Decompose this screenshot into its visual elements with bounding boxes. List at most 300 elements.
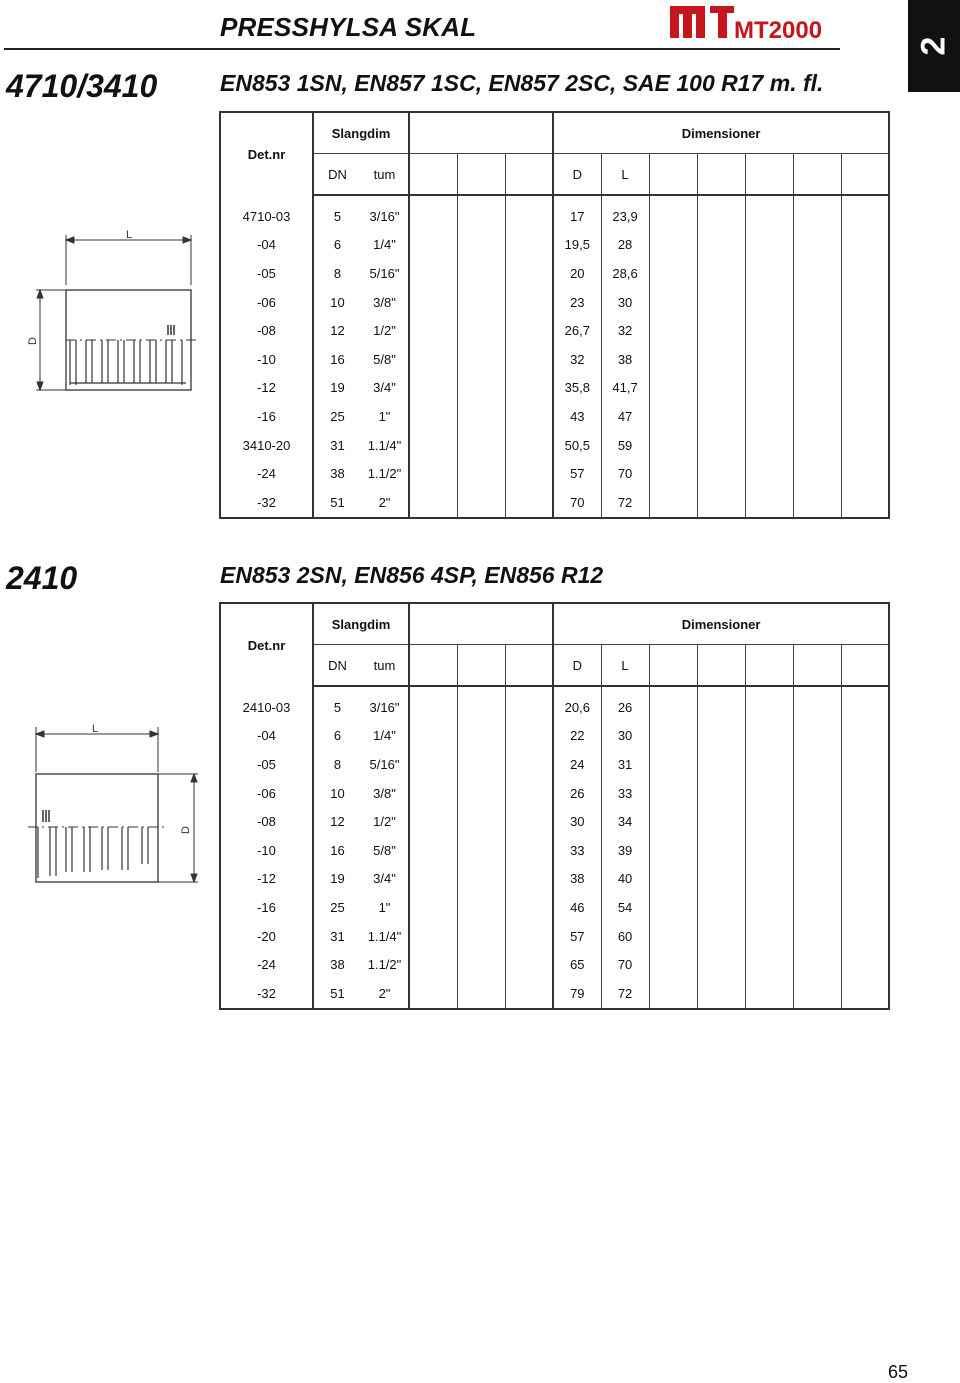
section1-standards: EN853 1SN, EN857 1SC, EN857 2SC, SAE 100 R17 m. fl. xyxy=(220,70,824,96)
blank-cell xyxy=(841,202,889,231)
d-cell: 35,8 xyxy=(553,374,601,403)
page-title: PRESSHYLSA SKAL xyxy=(220,12,477,42)
section-tab-number: 2 xyxy=(914,36,953,56)
blank-cell xyxy=(505,893,553,922)
blank-cell xyxy=(841,750,889,779)
col-d-header: D xyxy=(553,154,601,196)
blank-cell xyxy=(793,865,841,894)
blank-cell xyxy=(409,722,457,751)
tum-cell: 3/16" xyxy=(369,208,400,224)
blank-cell xyxy=(409,488,457,518)
d-cell: 17 xyxy=(553,202,601,231)
l-cell: 72 xyxy=(601,979,649,1009)
blank-cell xyxy=(649,488,697,518)
blank-cell xyxy=(697,459,745,488)
blank-cell xyxy=(697,693,745,722)
blank-cell xyxy=(649,722,697,751)
table-row xyxy=(220,316,889,345)
tum-cell: 5/16" xyxy=(369,265,400,281)
blank-header-cell xyxy=(745,645,793,687)
group-dims-header: Dimensioner xyxy=(553,603,889,645)
l-cell: 47 xyxy=(601,402,649,431)
blank-cell xyxy=(841,231,889,260)
blank-cell xyxy=(745,316,793,345)
table-row xyxy=(220,979,889,1009)
group-hose-header: Slangdim xyxy=(313,603,409,645)
blank-cell xyxy=(697,288,745,317)
blank-cell xyxy=(409,374,457,403)
section2-table-body xyxy=(220,693,889,1009)
blank-cell xyxy=(697,345,745,374)
d-cell: 19,5 xyxy=(553,231,601,260)
tum-cell: 3/8" xyxy=(373,785,396,801)
table-row xyxy=(220,750,889,779)
blank-cell xyxy=(457,288,505,317)
blank-cell xyxy=(505,922,553,951)
mt2000-logo xyxy=(668,2,840,46)
d-cell: 30 xyxy=(553,807,601,836)
blank-cell xyxy=(409,950,457,979)
l-cell: 28,6 xyxy=(601,259,649,288)
blank-cell xyxy=(745,288,793,317)
blank-cell xyxy=(793,922,841,951)
blank-cell xyxy=(793,750,841,779)
blank-cell xyxy=(409,231,457,260)
blank-cell xyxy=(697,922,745,951)
det-nr-cell: -24 xyxy=(257,466,276,482)
det-nr-cell: -05 xyxy=(257,265,276,281)
blank-cell xyxy=(505,979,553,1009)
det-nr-cell: 2410-03 xyxy=(242,699,291,715)
blank-cell xyxy=(409,750,457,779)
blank-header-cell xyxy=(409,645,457,687)
blank-cell xyxy=(841,459,889,488)
det-nr-cell: -08 xyxy=(257,814,276,830)
dn-cell: 31 xyxy=(313,922,361,951)
blank-header-cell xyxy=(409,154,457,196)
dn-cell: 10 xyxy=(313,779,361,808)
blank-header-cell xyxy=(697,154,745,196)
blank-cell xyxy=(841,922,889,951)
group-hose-header: Slangdim xyxy=(313,112,409,154)
l-cell: 39 xyxy=(601,836,649,865)
blank-cell xyxy=(745,345,793,374)
d-cell: 57 xyxy=(553,922,601,951)
blank-cell xyxy=(649,345,697,374)
blank-cell xyxy=(841,979,889,1009)
blank-cell xyxy=(649,807,697,836)
dn-cell: 12 xyxy=(313,807,361,836)
blank-cell xyxy=(793,893,841,922)
l-cell: 70 xyxy=(601,950,649,979)
table-row xyxy=(220,836,889,865)
blank-cell xyxy=(649,779,697,808)
dn-cell: 19 xyxy=(313,374,361,403)
blank-cell xyxy=(505,693,553,722)
d-cell: 22 xyxy=(553,722,601,751)
blank-cell xyxy=(841,431,889,460)
blank-cell xyxy=(505,231,553,260)
blank-cell xyxy=(457,345,505,374)
dn-cell: 16 xyxy=(313,836,361,865)
table-row xyxy=(220,374,889,403)
blank-cell xyxy=(649,431,697,460)
blank-cell xyxy=(505,431,553,460)
blank-cell xyxy=(649,459,697,488)
section1-code: 4710/3410 xyxy=(6,68,158,104)
tum-cell: 2" xyxy=(378,494,391,510)
dn-cell: 5 xyxy=(313,693,361,722)
det-nr-cell: -32 xyxy=(257,494,276,510)
blank-cell xyxy=(745,374,793,403)
l-cell: 28 xyxy=(601,231,649,260)
l-cell: 30 xyxy=(601,288,649,317)
blank-cell xyxy=(409,431,457,460)
dn-cell: 8 xyxy=(313,259,361,288)
d-cell: 23 xyxy=(553,288,601,317)
blank-cell xyxy=(745,807,793,836)
l-cell: 34 xyxy=(601,807,649,836)
blank-header-cell xyxy=(793,154,841,196)
d-cell: 20 xyxy=(553,259,601,288)
blank-cell xyxy=(745,836,793,865)
d-cell: 57 xyxy=(553,459,601,488)
blank-cell xyxy=(505,459,553,488)
blank-cell xyxy=(649,836,697,865)
blank-cell xyxy=(793,950,841,979)
blank-cell xyxy=(841,836,889,865)
blank-cell xyxy=(745,231,793,260)
dn-cell: 38 xyxy=(313,950,361,979)
blank-cell xyxy=(457,459,505,488)
blank-cell xyxy=(745,202,793,231)
table-row xyxy=(220,288,889,317)
det-nr-cell: -32 xyxy=(257,985,276,1001)
blank-cell xyxy=(745,865,793,894)
blank-header-cell xyxy=(457,154,505,196)
blank-cell xyxy=(505,488,553,518)
blank-cell xyxy=(649,402,697,431)
tum-cell: 5/8" xyxy=(373,842,396,858)
l-cell: 59 xyxy=(601,431,649,460)
blank-cell xyxy=(649,259,697,288)
tum-cell: 1" xyxy=(378,899,391,915)
col-tum-header: tum xyxy=(361,645,409,687)
blank-cell xyxy=(457,922,505,951)
blank-cell xyxy=(793,431,841,460)
blank-cell xyxy=(697,316,745,345)
table-row xyxy=(220,779,889,808)
blank-cell xyxy=(457,722,505,751)
dn-cell: 19 xyxy=(313,865,361,894)
blank-cell xyxy=(793,693,841,722)
table-row xyxy=(220,488,889,518)
blank-header-cell xyxy=(793,645,841,687)
blank-cell xyxy=(697,374,745,403)
blank-cell xyxy=(649,288,697,317)
blank-cell xyxy=(457,316,505,345)
det-nr-cell: -10 xyxy=(257,351,276,367)
tum-cell: 3/8" xyxy=(373,294,396,310)
blank-cell xyxy=(841,316,889,345)
table-row xyxy=(220,865,889,894)
det-nr-cell: 3410-20 xyxy=(242,437,291,453)
d-cell: 26 xyxy=(553,779,601,808)
blank-cell xyxy=(409,345,457,374)
blank-header-cell xyxy=(505,645,553,687)
col-tum-header: tum xyxy=(361,154,409,196)
blank-cell xyxy=(457,202,505,231)
table-row xyxy=(220,807,889,836)
blank-cell xyxy=(745,779,793,808)
blank-cell xyxy=(457,488,505,518)
blank-header-cell xyxy=(649,645,697,687)
d-cell: 50,5 xyxy=(553,431,601,460)
section-tab xyxy=(908,0,960,92)
d-cell: 24 xyxy=(553,750,601,779)
blank-cell xyxy=(505,750,553,779)
dn-cell: 31 xyxy=(313,431,361,460)
table-row xyxy=(220,259,889,288)
table-row xyxy=(220,402,889,431)
dn-cell: 5 xyxy=(313,202,361,231)
l-cell: 72 xyxy=(601,488,649,518)
blank-cell xyxy=(841,950,889,979)
tum-cell: 1.1/2" xyxy=(367,957,402,973)
blank-cell xyxy=(409,865,457,894)
blank-cell xyxy=(697,259,745,288)
dn-cell: 51 xyxy=(313,488,361,518)
blank-cell xyxy=(457,893,505,922)
blank-cell xyxy=(505,722,553,751)
blank-cell xyxy=(409,316,457,345)
group-dims-header: Dimensioner xyxy=(553,112,889,154)
hose-spare-header xyxy=(409,112,553,154)
blank-cell xyxy=(457,750,505,779)
blank-cell xyxy=(841,722,889,751)
blank-cell xyxy=(697,779,745,808)
blank-cell xyxy=(793,202,841,231)
tum-cell: 2" xyxy=(378,985,391,1001)
tum-cell: 1.1/4" xyxy=(367,928,402,944)
d-cell: 32 xyxy=(553,345,601,374)
d-cell: 43 xyxy=(553,402,601,431)
logo-text: MT2000 xyxy=(734,17,823,44)
section2-table xyxy=(219,602,890,1010)
det-nr-cell: 4710-03 xyxy=(242,208,291,224)
blank-cell xyxy=(505,316,553,345)
blank-cell xyxy=(793,979,841,1009)
blank-cell xyxy=(697,231,745,260)
blank-cell xyxy=(649,693,697,722)
section1-diameter-label: D xyxy=(27,337,39,345)
tum-cell: 1/2" xyxy=(373,814,396,830)
blank-cell xyxy=(745,693,793,722)
table-row xyxy=(220,202,889,231)
blank-cell xyxy=(793,231,841,260)
blank-cell xyxy=(793,488,841,518)
det-nr-cell: -06 xyxy=(257,294,276,310)
det-nr-cell: -16 xyxy=(257,899,276,915)
dn-cell: 8 xyxy=(313,750,361,779)
tum-cell: 1/4" xyxy=(373,237,396,253)
blank-cell xyxy=(697,979,745,1009)
l-cell: 32 xyxy=(601,316,649,345)
blank-cell xyxy=(649,374,697,403)
table-row xyxy=(220,722,889,751)
blank-cell xyxy=(697,950,745,979)
blank-cell xyxy=(457,693,505,722)
dn-cell: 12 xyxy=(313,316,361,345)
blank-cell xyxy=(745,950,793,979)
tum-cell: 3/16" xyxy=(369,699,400,715)
blank-cell xyxy=(409,836,457,865)
col-det-header: Det.nr xyxy=(247,146,286,162)
blank-header-cell xyxy=(649,154,697,196)
tum-cell: 1" xyxy=(378,408,391,424)
det-nr-cell: -10 xyxy=(257,842,276,858)
l-cell: 31 xyxy=(601,750,649,779)
tum-cell: 5/8" xyxy=(373,351,396,367)
hose-spare-header xyxy=(409,603,553,645)
section1-fitting-drawing xyxy=(26,225,216,405)
table-row xyxy=(220,459,889,488)
d-cell: 26,7 xyxy=(553,316,601,345)
tum-cell: 1/2" xyxy=(373,323,396,339)
blank-cell xyxy=(505,807,553,836)
blank-cell xyxy=(409,459,457,488)
blank-cell xyxy=(409,288,457,317)
blank-cell xyxy=(697,202,745,231)
blank-cell xyxy=(649,950,697,979)
blank-cell xyxy=(409,979,457,1009)
blank-cell xyxy=(409,807,457,836)
blank-cell xyxy=(505,259,553,288)
blank-cell xyxy=(457,259,505,288)
tum-cell: 5/16" xyxy=(369,756,400,772)
d-cell: 33 xyxy=(553,836,601,865)
blank-cell xyxy=(697,402,745,431)
blank-header-cell xyxy=(841,154,889,196)
blank-cell xyxy=(745,722,793,751)
table-row xyxy=(220,950,889,979)
blank-header-cell xyxy=(697,645,745,687)
blank-cell xyxy=(505,950,553,979)
d-cell: 65 xyxy=(553,950,601,979)
det-nr-cell: -05 xyxy=(257,756,276,772)
dn-cell: 16 xyxy=(313,345,361,374)
tum-cell: 1.1/4" xyxy=(367,437,402,453)
blank-cell xyxy=(457,431,505,460)
blank-cell xyxy=(793,459,841,488)
l-cell: 60 xyxy=(601,922,649,951)
col-l-header: L xyxy=(601,645,649,687)
blank-cell xyxy=(409,922,457,951)
blank-cell xyxy=(505,374,553,403)
blank-cell xyxy=(505,865,553,894)
blank-cell xyxy=(841,865,889,894)
blank-cell xyxy=(697,488,745,518)
dn-cell: 25 xyxy=(313,893,361,922)
blank-cell xyxy=(841,259,889,288)
dn-cell: 25 xyxy=(313,402,361,431)
l-cell: 38 xyxy=(601,345,649,374)
dn-cell: 6 xyxy=(313,231,361,260)
blank-cell xyxy=(505,202,553,231)
d-cell: 38 xyxy=(553,865,601,894)
blank-cell xyxy=(649,865,697,894)
blank-cell xyxy=(409,259,457,288)
blank-cell xyxy=(841,402,889,431)
det-nr-cell: -20 xyxy=(257,928,276,944)
blank-cell xyxy=(649,922,697,951)
table-row xyxy=(220,431,889,460)
d-cell: 70 xyxy=(553,488,601,518)
col-dn-header: DN xyxy=(313,645,361,687)
blank-cell xyxy=(745,488,793,518)
det-nr-cell: -08 xyxy=(257,323,276,339)
blank-cell xyxy=(457,979,505,1009)
blank-cell xyxy=(793,836,841,865)
blank-cell xyxy=(409,402,457,431)
section2-fitting-drawing xyxy=(26,712,216,892)
section2-length-label: L xyxy=(92,723,99,735)
blank-cell xyxy=(745,979,793,1009)
blank-cell xyxy=(841,374,889,403)
blank-cell xyxy=(409,202,457,231)
blank-cell xyxy=(745,402,793,431)
blank-cell xyxy=(649,202,697,231)
blank-header-cell xyxy=(505,154,553,196)
blank-cell xyxy=(745,459,793,488)
blank-cell xyxy=(649,979,697,1009)
section1-length-label: L xyxy=(126,229,133,241)
blank-cell xyxy=(841,893,889,922)
blank-cell xyxy=(697,865,745,894)
tum-cell: 3/4" xyxy=(373,871,396,887)
section2-code: 2410 xyxy=(6,560,78,596)
blank-cell xyxy=(649,316,697,345)
section2-diameter-label: D xyxy=(180,826,192,834)
blank-cell xyxy=(841,288,889,317)
l-cell: 54 xyxy=(601,893,649,922)
blank-header-cell xyxy=(457,645,505,687)
blank-cell xyxy=(745,893,793,922)
col-l-header: L xyxy=(601,154,649,196)
blank-cell xyxy=(409,893,457,922)
dn-cell: 10 xyxy=(313,288,361,317)
blank-cell xyxy=(793,807,841,836)
det-nr-cell: -12 xyxy=(257,380,276,396)
title-divider xyxy=(4,48,840,50)
blank-header-cell xyxy=(745,154,793,196)
blank-cell xyxy=(793,345,841,374)
d-cell: 46 xyxy=(553,893,601,922)
blank-cell xyxy=(505,779,553,808)
det-nr-cell: -06 xyxy=(257,785,276,801)
blank-cell xyxy=(457,374,505,403)
blank-cell xyxy=(505,402,553,431)
dn-cell: 38 xyxy=(313,459,361,488)
blank-cell xyxy=(649,893,697,922)
blank-cell xyxy=(697,431,745,460)
blank-cell xyxy=(457,402,505,431)
blank-cell xyxy=(649,231,697,260)
blank-cell xyxy=(697,893,745,922)
d-cell: 20,6 xyxy=(553,693,601,722)
det-nr-cell: -04 xyxy=(257,728,276,744)
blank-cell xyxy=(745,431,793,460)
